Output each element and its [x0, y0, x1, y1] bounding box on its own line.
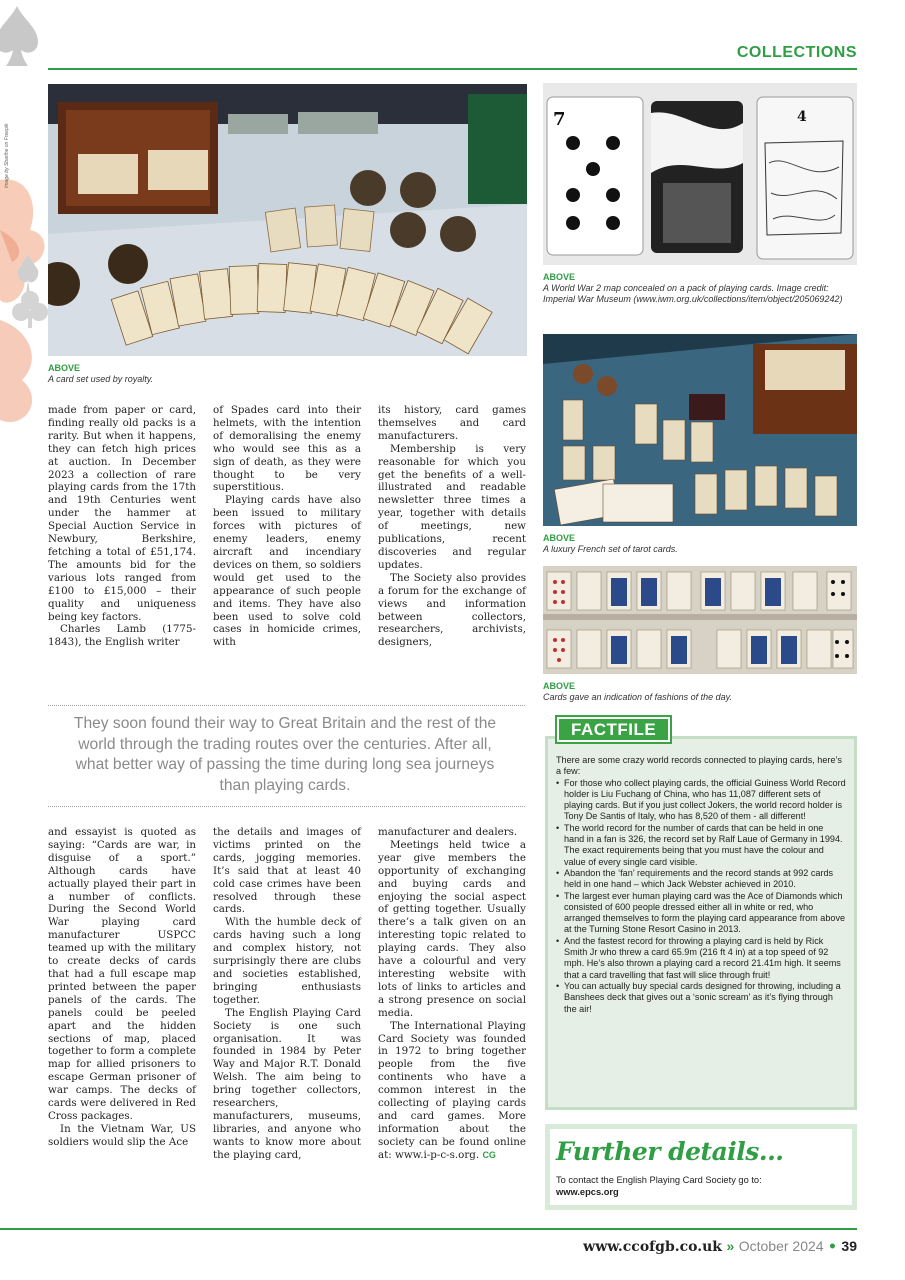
- epcs-link[interactable]: www.epcs.org: [556, 1186, 619, 1197]
- factfile-item: • The largest ever human playing card was the Ace of Diamonds which consisted of 600 people dressed either all in white or red, who arranged themselves to form the playing card appearance from above at the Turning Stone Resort Casino in 2013.: [556, 891, 846, 936]
- caption-text: A card set used by royalty.: [48, 374, 154, 384]
- paragraph: the details and images of victims printed on the cards, jogging memories. It’s said that at least 40 cold case crimes have been resolved through these cards.: [213, 826, 361, 916]
- header-rule: [48, 68, 857, 70]
- footer-separator: •: [828, 1239, 837, 1255]
- factfile-intro: There are some crazy world records connected to playing cards, here’s a few:: [556, 755, 842, 777]
- further-details-title: Further details...: [556, 1137, 784, 1166]
- paragraph: its history, card games themselves and card manufacturers.: [378, 404, 526, 442]
- article-column-top-2: [213, 404, 361, 649]
- factfile-item: • And the fastest record for throwing a playing card is held by Rick Smith Jr who threw a card 65.9m (216 ft 4 in) at a top speed of 92 mph. He’s also thrown a playing card a record 21.41m high. It seems that a card travelling that fast will slice through fruit!: [556, 936, 846, 981]
- paragraph: Membership is very reasonable for which you get the benefits of a well-illustrated and readable newsletter three times a year, together with details of meetings, new publications, recent discoveries and regular updates.: [378, 442, 526, 571]
- pull-quote: They soon found their way to Great Britain and the rest of the world through the trading routes over the centuries. After all, what better way of passing the time during long sea journeys than playing cards.: [73, 715, 497, 794]
- factfile-item: • Abandon the ‘fan’ requirements and the record stands at 992 cards held in one hand – which Jack Webster achieved in 2010.: [556, 868, 846, 891]
- caption-text: A luxury French set of tarot cards.: [543, 544, 678, 554]
- caption-label: ABOVE: [543, 533, 576, 543]
- caption-label: ABOVE: [48, 363, 81, 373]
- paragraph: The English Playing Card Society is one such organisation. It was founded in 1984 by Peter Way and Major R.T. Donald Welsh. The aim being to bring together collectors, researchers, manufacturers, museums, libraries, and anyone who wants to know more about the playing card,: [213, 1006, 361, 1161]
- photo-fashion-cards: [543, 566, 857, 674]
- paragraph: [378, 1020, 526, 1162]
- paragraph: of Spades card into their helmets, with the intention of demoralising the enemy who would see this as a sign of death, as they were thought to be very superstitious.: [213, 404, 361, 494]
- paragraph: In the Vietnam War, US soldiers would slip the Ace: [48, 1122, 196, 1148]
- article-column-bottom-1: [48, 826, 196, 1149]
- footer-rule: [0, 1228, 857, 1230]
- photo-ww2-map-cards: [543, 83, 857, 265]
- page-number: 39: [841, 1238, 857, 1254]
- spade-icon: [0, 4, 40, 68]
- issue-date: October 2024: [738, 1238, 824, 1254]
- article-column-bottom-2: [213, 826, 361, 1162]
- caption-label: ABOVE: [543, 681, 576, 691]
- paragraph: With the humble deck of cards having such a long and complex history, not surprisingly there are clubs and societies established, bringing enthusiasts together.: [213, 916, 361, 1006]
- factfile-box: [545, 736, 857, 1110]
- paragraph: Charles Lamb (1775-1843), the English writer: [48, 623, 196, 649]
- caption-photo-1: [48, 363, 527, 385]
- article-column-top-1: [48, 404, 196, 649]
- paragraph-text: The International Playing Card Society was founded in 1972 to bring together people from the five continents who have a common interest in the collecting of playing cards and card games. More information about the society can be found online at: www.i-p-c-s.org.: [378, 1019, 526, 1161]
- card-rank: 7: [553, 109, 566, 130]
- paragraph: manufacturer and dealers.: [378, 826, 518, 838]
- paragraph: and essayist is quoted as saying: “Cards are war, in disguise of a sport.” Although cards have actually played their part in a number of conflicts. During the Second World War playing card manufacturer USPCC teamed up with the military to create decks of cards that had a full escape map printed between the paper panels of the cards. The panels could be peeled apart and the hidden sections of map, placed together to form a complete map for allied prisoners to escape German prisoner of war camps. The decks of cards were delivered in Red Cross packages.: [48, 826, 196, 1122]
- further-details-description: To contact the English Playing Card Society go to:: [556, 1175, 762, 1185]
- factfile-item: • The world record for the number of cards that can be held in one hand in a fan is 326, the record set by Ralf Laue of Germany in 1994. The exact requirements being that you must have the colour and value of every single card visible.: [556, 823, 846, 868]
- caption-text: Cards gave an indication of fashions of the day.: [543, 692, 732, 702]
- chevron-right-icon: »: [726, 1238, 735, 1254]
- article-column-bottom-3: [378, 826, 526, 1162]
- caption-photo-3: [543, 533, 857, 555]
- image-credit: Image by Sbarthe on Freepik: [4, 123, 10, 188]
- caption-text: A World War 2 map concealed on a pack of playing cards. Image credit: Imperial War Museum (www.iwm.org.uk/collections/item/object/205069242): [543, 283, 843, 304]
- article-column-top-3: [378, 404, 526, 649]
- paragraph: made from paper or card, finding really old packs is a rarity. But when it happens, they can fetch high prices at auction. In December 2023 a collection of rare playing cards from the 17th and 19th Centuries went under the hammer at Special Auction Service in Newbury, Berkshire, fetching a total of £51,174. The amounts bid for the various lots ranged from £100 to £15,000 – their quality and uniqueness being key factors.: [48, 404, 196, 623]
- factfile-list: [556, 778, 846, 1015]
- section-title: COLLECTIONS: [736, 44, 857, 61]
- photo-royal-card-set: [48, 84, 527, 356]
- map-card-number: 4: [797, 109, 807, 125]
- photo-french-tarot: [543, 334, 857, 526]
- footer-url[interactable]: www.ccofgb.co.uk: [583, 1239, 723, 1255]
- further-details-text: [556, 1175, 846, 1198]
- factfile-item: • For those who collect playing cards, the official Guiness World Record holder is Liu Fuchang of China, who has 11,087 different sets of playing cards. But if you just collect Jokers, the world record holder is Tony De Santis of Italy, who has 8,520 of them - all different!: [556, 778, 846, 823]
- paragraph: Meetings held twice a year give members the opportunity of exchanging and buying cards and enjoying the social aspect of getting together. Usually there’s a talk given on an interesting topic related to playing cards. They also have a colourful and very interesting website with lots of links to articles and a strong presence on social media.: [378, 838, 526, 1019]
- caption-photo-2: [543, 272, 843, 305]
- paragraph: The Society also provides a forum for the exchange of views and information between collectors, researchers, archivists, designers,: [378, 571, 526, 649]
- caption-label: ABOVE: [543, 272, 576, 282]
- factfile-item: • You can actually buy special cards designed for throwing, including a Banshees deck that gives out a ‘sonic scream’ as it’s flying through the air!: [556, 981, 846, 1015]
- factfile-title: FACTFILE: [557, 717, 670, 742]
- pullquote-rule-top: [48, 705, 525, 706]
- author-signature: CG: [482, 1149, 496, 1160]
- further-details-box: [545, 1124, 857, 1210]
- paragraph: Playing cards have also been issued to military forces with pictures of enemy leaders, enemy aircraft and incendiary devices on them, so soldiers would get used to the appearance of such people and items. They have also been used to solve cold cases in homicide crimes, with: [213, 494, 361, 649]
- pullquote-rule-bottom: [48, 806, 525, 807]
- caption-photo-4: [543, 681, 857, 703]
- factfile-content: [556, 755, 846, 1015]
- page-footer: [583, 1238, 857, 1255]
